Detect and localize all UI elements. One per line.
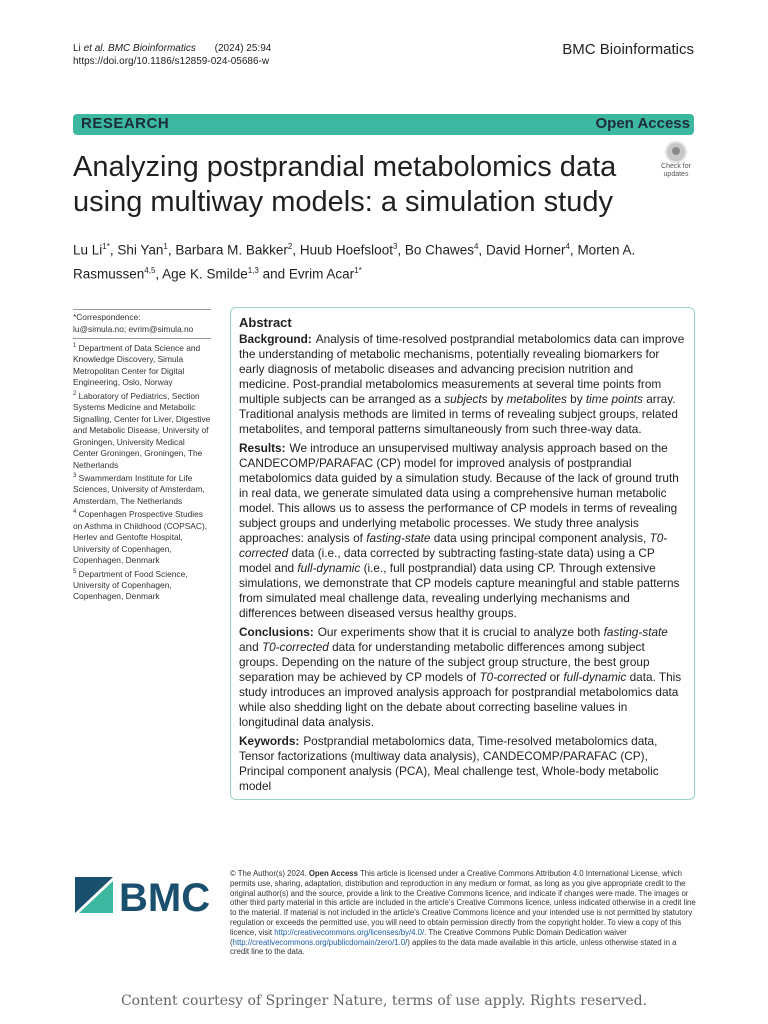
abstract-conclusions: Conclusions: Our experiments show that it is crucial to analyze both fasting-state and T0-corrected data for understanding metabolic differences among subject groups. Depending on the nature of the subject group structure, the best group separation may be achieved by CP models of T0-corrected or full-dynamic data. This study introduces an improved analysis approach for postprandial metabolomics data while also shedding light on the debate about correcting baseline values in longitudinal data analysis.	[239, 625, 682, 729]
author-name[interactable]: Shi Yan	[117, 242, 164, 258]
bmc-logo	[75, 873, 220, 915]
author-name[interactable]: David Horner	[485, 242, 566, 258]
abstract-heading: Abstract	[239, 315, 292, 330]
footer-courtesy: Content courtesy of Springer Nature, terms of use apply. Rights reserved.	[120, 993, 648, 1009]
author-name[interactable]: Bo Chawes	[404, 242, 474, 258]
crossmark-text: Check for updates	[661, 163, 691, 178]
affiliation-item: $^5$ Department of Food Science, University of Copenhagen, Copenhagen, Denmark	[73, 568, 188, 602]
author-name[interactable]: Morten A. Rasmussen	[73, 242, 636, 281]
author-name[interactable]: Lu Li	[73, 242, 103, 258]
author-name[interactable]: Evrim Acar	[288, 266, 355, 281]
affiliation-item: $^4$ Copenhagen Prospective Studies on Asthma in Childhood (COPSAC), Herlev and Gentofte Hospital, University of Copenhagen, Copenhagen, Denmark	[73, 509, 208, 566]
affiliation-item: $^2$ Laboratory of Pediatrics, Section Systems Medicine and Metabolic Signalling, Center for Liver, Digestive and Metabolic Disease, University of Groningen, University Medical Center Groningen, Groningen, The Netherlands	[73, 390, 211, 470]
citation-volume: (2024) 25:94	[214, 43, 272, 54]
citation-authors: Li	[73, 43, 81, 54]
abstract-box	[230, 307, 695, 800]
affiliations-sidebar	[73, 309, 211, 603]
affiliation-item: $^1$ Department of Data Science and Knowledge Discovery, Simula Metropolitan Center for Digital Engineering, Oslo, Norway	[73, 342, 201, 388]
author-name[interactable]: Huub Hoefsloot	[299, 242, 393, 258]
author-list: Lu $Li^{1*}$, Shi Yan$^1$, Barbara M. Bakker$^2$, Huub Hoefsloot$^3$, Bo Chawes$^4$, David Horner$^4$, Morten A. Rasmussen$^{4,5}$, Age K. Smilde$^{1,3}$ and Evrim Acar$^{1*}$	[73, 242, 636, 281]
affiliation-item: $^3$ Swammerdam Institute for Life Sciences, University of Amsterdam, Amsterdam, The Netherlands	[73, 472, 205, 506]
crossmark-icon	[665, 141, 687, 163]
public-domain-link[interactable]: http://creativecommons.org/publicdomain/zero/1.0/	[232, 937, 408, 947]
correspondence-label: *Correspondence:	[73, 312, 141, 322]
abstract-results: Results: We introduce an unsupervised multiway analysis approach based on the CANDECOMP/PARAFAC (CP) model for improved analysis of postprandial metabolomics data guided by a simulation study. Because of the lack of ground truth in real data, we generate simulated data using a comprehensive human metabolic model. This allows us to assess the performance of CP models in terms of revealing subject groups and underlying metabolic processes. We study three analysis approaches: analysis of fasting-state data using principal component analysis, T0-corrected data (i.e., data corrected by subtracting fasting-state data) using a CP model and full-dynamic (i.e., full postprandial) data using CP. Through extensive simulations, we demonstrate that CP models capture meaningful and stable patterns from simulated meal challenge data, revealing underlying mechanisms and differences between diseased versus healthy groups.	[239, 441, 680, 620]
sidebar-divider	[73, 338, 211, 339]
author-name[interactable]: Barbara M. Bakker	[175, 242, 288, 258]
license-text: © The Author(s) 2024. Open Access This article is licensed under a Creative Commons Attribution 4.0 International License, which permits use, sharing, adaptation, distribution and reproduction in any medium or format, as long as you give appropriate credit to the original author(s) and the source, provide a link to the Creative Commons licence, and indicate if changes were made. The images or other third party material in this article are included in the article’s Creative Commons licence, unless indicated otherwise in a credit line to the material. If material is not included in the article’s Creative Commons licence and your intended use is not permitted by statutory regulation or exceeds the permitted use, you will need to obtain permission directly from the copyright holder. To view a copy of this licence, visit http://creativecommons.org/licenses/by/4.0/. The Creative Commons Public Domain Dedication waiver (http://creativecommons.org/publicdomain/zero/1.0/) applies to the data made available in this article, unless otherwise stated in a credit line to the data.	[230, 869, 696, 957]
article-type-label: RESEARCH	[81, 115, 170, 132]
check-for-updates-badge[interactable]	[655, 141, 695, 179]
doi-link[interactable]: https://doi.org/10.1186/s12859-024-05686-w	[73, 56, 270, 67]
abstract-keywords: Keywords: Postprandial metabolomics data, Time-resolved metabolomics data, Tensor factorizations (multiway data analysis), CANDECOMP/PARAFAC (CP), Principal component analysis (PCA), Meal challenge test, Whole-body metabolic model	[239, 734, 659, 793]
correspondence-emails[interactable]: lu@simula.no; evrim@simula.no	[73, 323, 194, 334]
citation-journal: et al. BMC Bioinformatics	[83, 43, 196, 54]
article-type-banner	[73, 114, 694, 135]
abstract-background: Background: Analysis of time-resolved postprandial metabolomics data can improve the understanding of metabolic mechanisms, potentially revealing biomarkers for early diagnosis of metabolic diseases and advancing precision nutrition and medicine. Post-prandial metabolomics measurements at several time points from multiple subjects can be arranged as a subjects by metabolites by time points array. Traditional analysis methods are limited in terms of revealing subject groups, related metabolites, and temporal patterns simultaneously from such three-way data.	[239, 332, 685, 436]
license-link[interactable]: http://creativecommons.org/licenses/by/4.0/	[274, 927, 425, 937]
open-access-label: Open Access	[595, 115, 690, 132]
author-name[interactable]: Age K. Smilde	[162, 266, 248, 281]
journal-name: BMC Bioinformatics	[562, 41, 694, 58]
sidebar-divider	[73, 309, 211, 310]
bmc-logo-text: BMC	[119, 876, 211, 915]
article-title: Analyzing postprandial metabolomics data using multiway models: a simulation study	[73, 151, 617, 218]
citation-header	[73, 42, 271, 68]
